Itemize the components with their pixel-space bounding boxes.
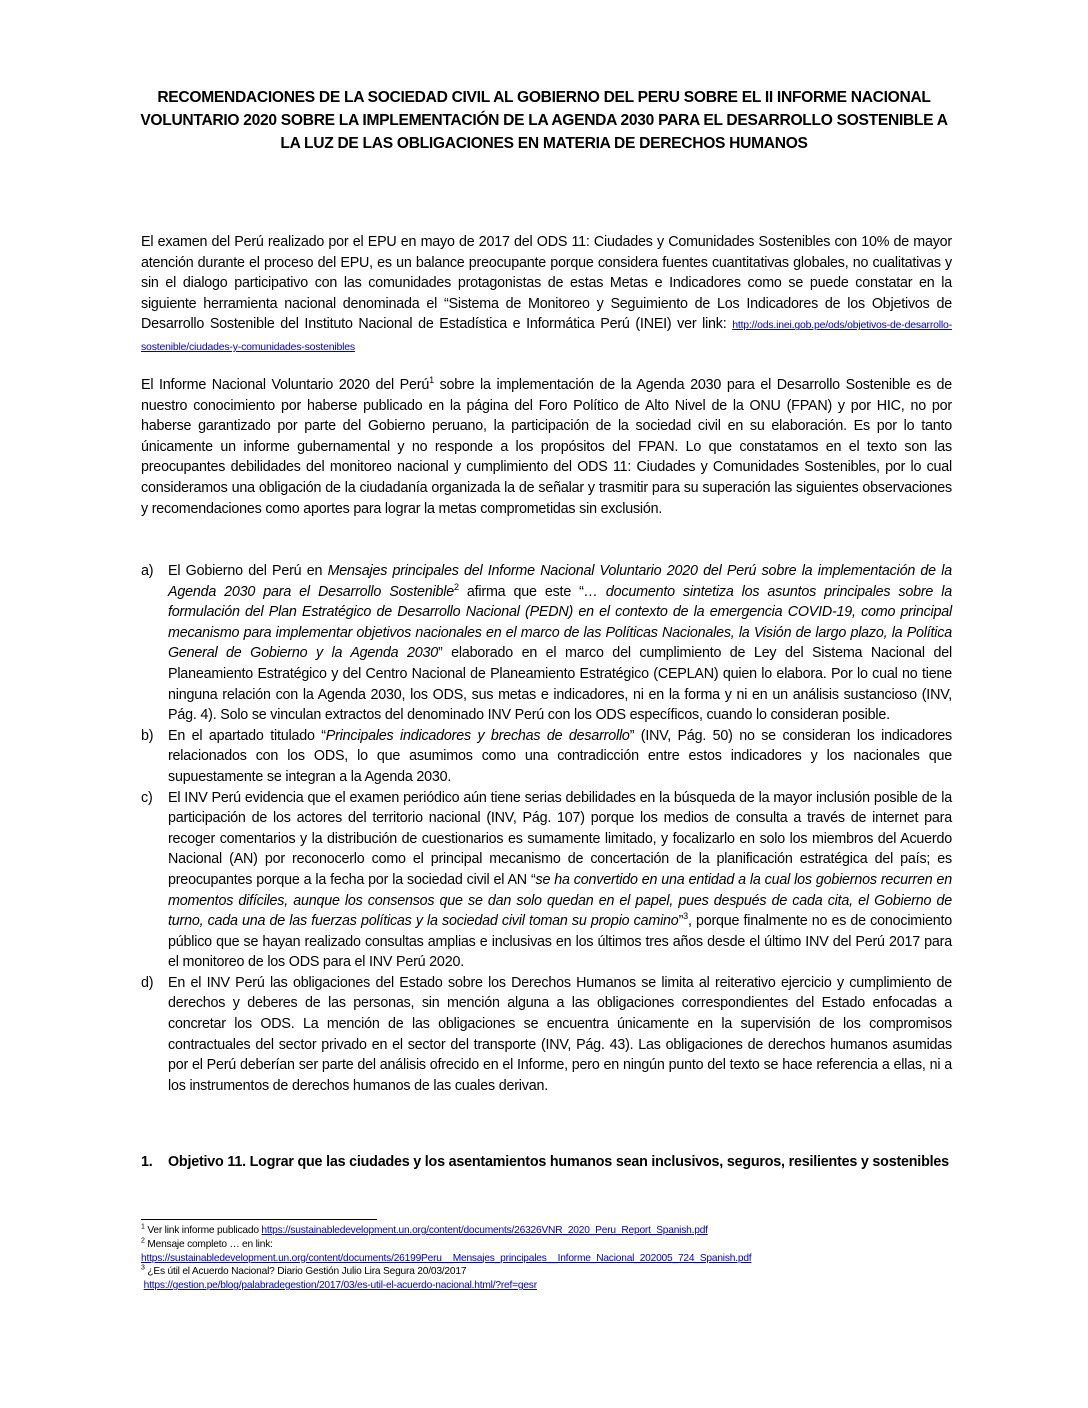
footnote-ref-2[interactable]: 2 xyxy=(454,581,459,592)
list-item-text: ” elaborado en el marco del cumplimiento de Ley del Sistema Nacional del Planeamiento Estratégico y del Centro Nacional de Planeamiento Estratégico (CEPLAN) quien lo elabora. Por lo cual no tiene ninguna relación con la Agenda 2030, los ODS, sus metas e indicadores, ni en la forma y ni en un análisis sustancioso (INV, Pág. 4). Solo se vinculan extractos del denominado INV Perú con los ODS específicos, cuando lo consideran posible. xyxy=(168,645,952,724)
list-item-text: El Gobierno del Perú en xyxy=(168,563,328,579)
list-marker: d) xyxy=(141,974,154,991)
list-item-text: El INV Perú evidencia que el examen periódico aún tiene serias debilidades en la búsqueda de la mayor inclusión posible de la participación de los actores del territorio nacional (INV, Pág. 107) porque los medios de consulta a través de internet para recoger comentarios y la distribución de cuestionarios es sumamente limitado, y focalizarlo en solo los miembros del Acuerdo Nacional (AN) por reconocerlo como el principal mecanismo de concertación de la planificación estratégica del país; es preocupantes porque a la fecha por la sociedad civil el AN “ xyxy=(168,789,952,888)
footnote-text: Mensaje completo … en link: xyxy=(144,1238,273,1250)
paragraph-intro-text: El examen del Perú realizado por el EPU en mayo de 2017 del ODS 11: Ciudades y Comunidades Sostenibles con 10% de mayor atención durante el proceso del EPU, es un balance preocupante porque considera fuentes cuantitativas globales, no cualitativas y sin el dialogo participativo con las comunidades protagonistas de estas Metas e Indicadores como se puede constatar en la siguiente herramienta nacional denominada el “Sistema de Monitoreo y Seguimiento de Los Indicadores de los Objetivos de Desarrollo Sostenible del Instituto Nacional de Estadística e Informática Perú (INEI) ver link: xyxy=(141,234,952,333)
footnote-3-link-line xyxy=(141,1279,952,1293)
list-item-a xyxy=(141,561,952,726)
list-item-text: ” (INV, Pág. 50) no se consideran los indicadores relacionados con los ODS, lo que asumimos como una contradicción entre estos indicadores y los nacionales que supuestamente se integran a la Agenda 2030. xyxy=(168,727,953,785)
list-marker: b) xyxy=(141,727,154,744)
footnote-ref-3[interactable]: 3 xyxy=(683,911,688,922)
footnote-text: Ver link informe publicado xyxy=(144,1225,262,1236)
list-item-italic: … documento sintetiza los asuntos principales sobre la formulación del Plan Estratégico de Desarrollo Nacional (PEDN) en el contexto de la emergencia COVID-19, como principal mecanismo para implementar objetivos nacionales en el marco de las Políticas Nacionales, la Visión de largo plazo, la Política General de Gobierno y la Agenda 2030 xyxy=(168,583,952,662)
footnote-1-link[interactable]: https://sustainabledevelopment.un.org/content/documents/26326VNR_2020_Peru_Report_Spanish.pdf xyxy=(261,1225,708,1236)
section-heading-objetivo-11 xyxy=(141,1152,952,1173)
list-item-italic: Principales indicadores y brechas de desarrollo xyxy=(325,727,630,744)
list-marker: c) xyxy=(141,789,153,806)
list-item-text: , porque finalmente no es de conocimiento público que se hayan realizado consultas amplias e inclusivas en los últimos tres años desde el último INV del Perú 2017 para el monitoreo de los ODS para el INV Perú 2020. xyxy=(168,913,953,971)
footnote-number: 2 xyxy=(141,1237,145,1245)
observations-list xyxy=(141,561,952,1096)
inei-ods-link[interactable]: http://ods.inei.gob.pe/ods/objetivos-de-desarrollo-sostenible/ciudades-y-comunidades-sostenibles xyxy=(141,319,952,353)
list-item-text: En el apartado titulado “ xyxy=(168,727,326,744)
paragraph-informe-text-1: El Informe Nacional Voluntario 2020 del Perú xyxy=(141,377,430,393)
paragraph-intro xyxy=(141,232,952,358)
footnotes xyxy=(141,1224,952,1293)
footnote-number: 1 xyxy=(141,1223,145,1231)
list-item-b xyxy=(141,726,952,788)
footnote-3 xyxy=(141,1265,952,1279)
paragraph-informe xyxy=(141,375,952,519)
section-number: 1. xyxy=(141,1154,153,1170)
footnote-number: 3 xyxy=(141,1265,145,1272)
list-item-text: afirma que este “ xyxy=(458,583,584,600)
footnote-1 xyxy=(141,1224,952,1238)
list-item-d xyxy=(141,973,952,1097)
list-item-c xyxy=(141,788,952,973)
list-item-italic: se ha convertido en una entidad a la cual los gobiernos recurren en momentos difíciles, aunque los consensos que se dan solo quedan en el papel, pues después de cada cita, el Gobierno de turno, cada una de las fuerzas políticas y la sociedad civil toman su propio camino xyxy=(168,871,953,930)
footnote-text: ¿Es útil el Acuerdo Nacional? Diario Gestión Julio Lira Segura 20/03/2017 xyxy=(144,1266,467,1278)
footnote-2-link[interactable]: https://sustainabledevelopment.un.org/content/documents/26199Peru__Mensajes_principales__Informe_Nacional_202005_724_Spanish.pdf xyxy=(141,1252,752,1264)
list-marker: a) xyxy=(141,563,154,579)
document-title: RECOMENDACIONES DE LA SOCIEDAD CIVIL AL GOBIERNO DEL PERU SOBRE EL II INFORME NACIONAL VOLUNTARIO 2020 SOBRE LA IMPLEMENTACIÓN DE LA AGENDA 2030 PARA EL DESARROLLO SOSTENIBLE A LA LUZ DE LAS OBLIGACIONES EN MATERIA DE DERECHOS HUMANOS xyxy=(140,89,948,152)
footnote-2 xyxy=(141,1238,952,1252)
list-item-text: ” xyxy=(678,913,684,930)
footnote-3-link[interactable]: https://gestion.pe/blog/palabradegestion/2017/03/es-util-el-acuerdo-nacional.html/?ref=gesr xyxy=(143,1280,537,1292)
list-item-italic: Mensajes principales del Informe Nacional Voluntario 2020 del Perú sobre la implementación de la Agenda 2030 para el Desarrollo Sostenible xyxy=(168,563,952,600)
list-item-text: En el INV Perú las obligaciones del Estado sobre los Derechos Humanos se limita al reiterativo ejercicio y cumplimiento de derechos y deberes de las personas, sin mención alguna a las obligaciones correspondientes del Estado enfocadas a concretar los ODS. La mención de las obligaciones se encuentra únicamente en la supervisión de los compromisos contractuales del sector privado en el sector del transporte (INV, Pág. 43). Las obligaciones de derechos humanos asumidas por el Perú deberían ser parte del análisis ofrecido en el Informe, pero en ningún punto del texto se hace referencia a ellas, ni a los instrumentos de derechos humanos de las cuales derivan. xyxy=(168,974,952,1094)
section-heading-text: Objetivo 11. Lograr que las ciudades y los asentamientos humanos sean inclusivos, seguros, resilientes y sostenibles xyxy=(168,1154,949,1170)
footnote-separator xyxy=(141,1219,377,1220)
footnote-2-link-line xyxy=(141,1252,952,1266)
paragraph-informe-text-2: sobre la implementación de la Agenda 2030 para el Desarrollo Sostenible es de nuestro conocimiento por haberse publicado en la página del Foro Político de Alto Nivel de la ONU (FPAN) y por HIC, no por haberse garantizado por parte del Gobierno peruano, la participación de la sociedad civil en su elaboración. Es por lo tanto únicamente un informe gubernamental y no responde a los propósitos del FPAN. Lo que constatamos en el texto son las preocupantes debilidades del monitoreo nacional y cumplimiento del ODS 11: Ciudades y Comunidades Sostenibles, por lo cual consideramos una obligación de la ciudadanía organizada la de señalar y trasmitir para su superación las siguientes observaciones y recomendaciones como aportes para lograr la metas comprometidas sin exclusión. xyxy=(141,377,952,517)
footnote-ref-1[interactable]: 1 xyxy=(429,375,434,386)
